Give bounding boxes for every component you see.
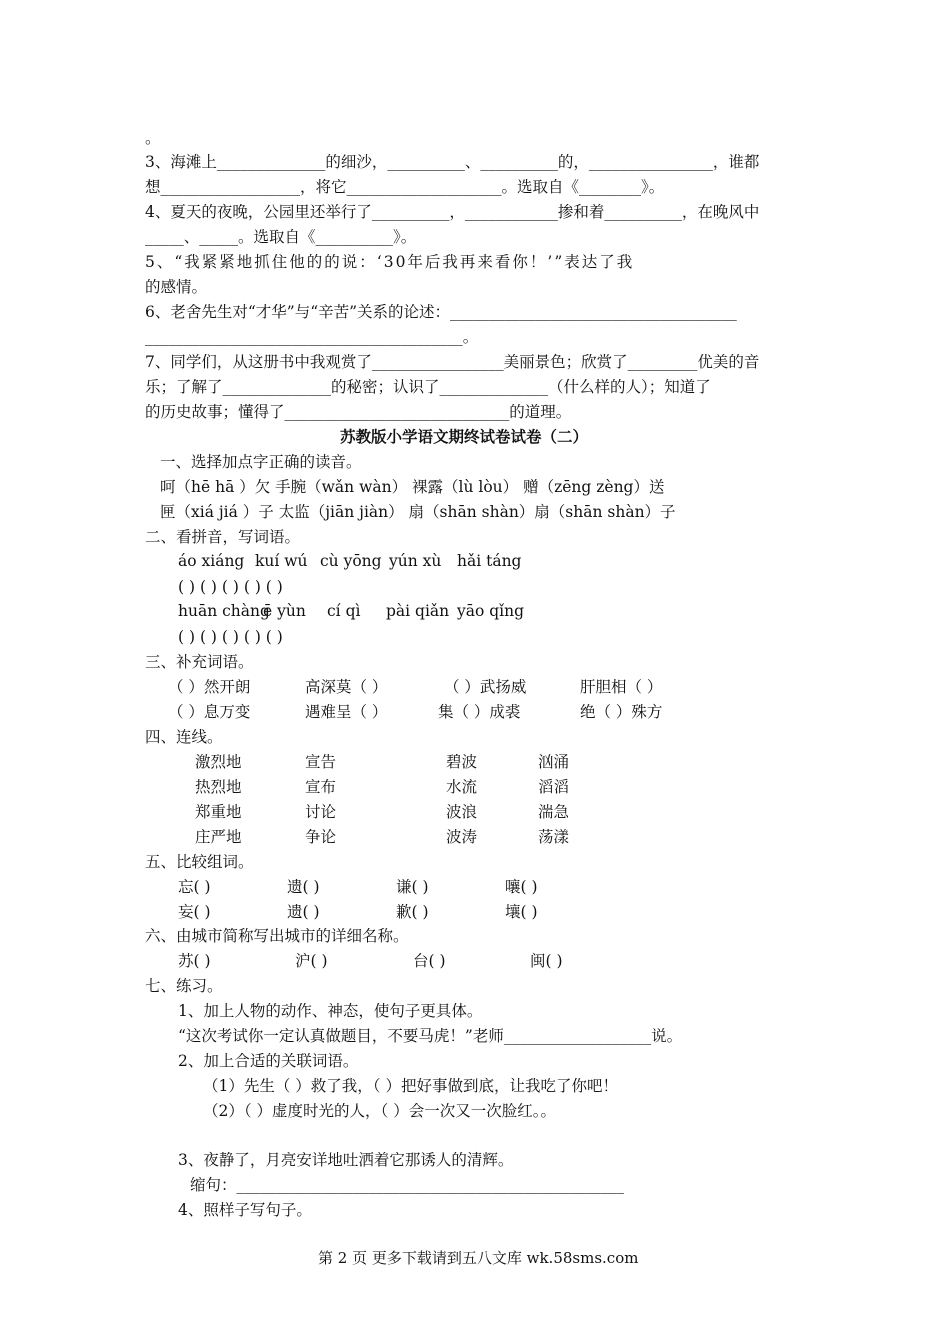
exam-title: 苏教版小学语文期终试卷试卷（二） <box>340 427 589 446</box>
section-1-line2: 匣（xiá jiá ）子 太监（jiān jiàn） 扇（shān shàn）扇（shān shàn）子 <box>160 503 676 521</box>
q4-line1: 4、夏天的夜晚，公园里还举行了__________，____________掺和着__________，在晚风中 <box>145 203 760 221</box>
q7-line2: 乐；了解了______________的秘密；认识了______________（什么样的人）；知道了 <box>145 378 711 396</box>
pinyin-item: ē yùn <box>263 602 306 620</box>
pinyin-item: cù yōng <box>320 552 382 570</box>
pinyin-item: áo xiáng <box>178 552 245 570</box>
q7-line1: 7、同学们，从这册书中我观赏了_________________美丽景色；欣赏了_________优美的音 <box>145 353 760 371</box>
match-word: 湍急 <box>538 803 570 821</box>
compare-item: 歉( ) <box>396 903 429 921</box>
compare-item: 妄( ) <box>178 903 211 921</box>
city-item: 闽( ) <box>530 952 563 970</box>
idiom-item: 肝胆相（ ） <box>580 678 663 696</box>
section-4-heading: 四、连线。 <box>145 728 223 746</box>
exercise-2: 2、加上合适的关联词语。 <box>178 1052 359 1070</box>
match-word: 汹涌 <box>538 753 570 771</box>
section-2-heading: 二、看拼音，写词语。 <box>145 528 301 546</box>
compare-item: 壤( ) <box>505 903 538 921</box>
pinyin-item: kuí wú <box>255 552 308 570</box>
idiom-item: 高深莫（ ） <box>305 678 388 696</box>
q6-line1: 6、老舍先生对“才华”与“辛苦”关系的论述：_____________________________________ <box>145 303 737 321</box>
match-word: 滔滔 <box>538 778 570 796</box>
answer-brackets-row2: ( ) ( ) ( ) ( ) ( ) <box>178 628 283 646</box>
page-footer: 第 2 页 更多下载请到五八文库 wk.58sms.com <box>318 1249 639 1267</box>
pinyin-item: cí qì <box>327 602 361 620</box>
q6-line2: _________________________________________。 <box>145 328 479 346</box>
match-word: 碧波 <box>446 753 478 771</box>
compare-item: 遗( ) <box>287 903 320 921</box>
match-word: 热烈地 <box>195 778 242 796</box>
compare-item: 谦( ) <box>396 878 429 896</box>
match-word: 庄严地 <box>195 828 242 846</box>
idiom-item: 遇难呈（ ） <box>305 703 388 721</box>
q5-line2: 的感情。 <box>145 278 208 296</box>
q5-line1: 5、“我紧紧地抓住他的的说：‘30年后我再来看你！’”表达了我 <box>145 253 635 271</box>
city-item: 苏( ) <box>178 952 211 970</box>
section-1-heading: 一、选择加点字正确的读音。 <box>160 453 362 471</box>
match-word: 波浪 <box>446 803 478 821</box>
q3-line2: 想__________________，将它____________________。选取自《________》。 <box>145 178 665 196</box>
trailing-period: 。 <box>145 129 161 147</box>
pinyin-item: pài qiǎn <box>386 602 450 620</box>
section-1-line1: 呵（hē hā ）欠 手腕（wǎn wàn） 裸露（lù lòu） 赠（zēng zèng）送 <box>160 478 665 496</box>
q4-line2: _____、_____。选取自《__________》。 <box>145 228 417 246</box>
match-word: 激烈地 <box>195 753 242 771</box>
section-7-heading: 七、练习。 <box>145 977 223 995</box>
section-5-heading: 五、比较组词。 <box>145 853 254 871</box>
q7-line3: 的历史故事；懂得了_____________________________的道理。 <box>145 403 572 421</box>
pinyin-item: yāo qǐng <box>457 602 525 620</box>
match-word: 争论 <box>305 828 337 846</box>
exercise-4: 4、照样子写句子。 <box>178 1201 312 1219</box>
match-word: 讨论 <box>305 803 337 821</box>
idiom-item: （ ）然开朗 <box>168 678 251 696</box>
idiom-item: （ ）武扬威 <box>444 678 527 696</box>
exercise-2-item1: （1）先生（ ）救了我，（ ）把好事做到底，让我吃了你吧！ <box>203 1077 618 1095</box>
pinyin-item: huān chàng <box>178 602 270 620</box>
idiom-item: 集（ ）成裘 <box>438 703 521 721</box>
exercise-1-sentence: “这次考试你一定认真做题目，不要马虎！”老师___________________说。 <box>178 1027 683 1045</box>
answer-brackets-row1: ( ) ( ) ( ) ( ) ( ) <box>178 578 283 596</box>
pinyin-item: yún xù <box>389 552 442 570</box>
match-word: 荡漾 <box>538 828 570 846</box>
idiom-item: 绝（ ）殊方 <box>580 703 663 721</box>
match-word: 宣布 <box>305 778 337 796</box>
q3-line1: 3、海滩上______________的细沙，__________、__________的，________________，谁都 <box>145 153 760 171</box>
compare-item: 遗( ) <box>287 878 320 896</box>
compare-item: 嚷( ) <box>505 878 538 896</box>
exercise-1: 1、加上人物的动作、神态，使句子更具体。 <box>178 1002 483 1020</box>
match-word: 郑重地 <box>195 803 242 821</box>
city-item: 台( ) <box>413 952 446 970</box>
compare-item: 忘( ) <box>178 878 211 896</box>
city-item: 沪( ) <box>295 952 328 970</box>
section-3-heading: 三、补充词语。 <box>145 653 254 671</box>
match-word: 波涛 <box>446 828 478 846</box>
section-6-heading: 六、由城市简称写出城市的详细名称。 <box>145 927 409 945</box>
exercise-3-shorten: 缩句：__________________________________________________ <box>190 1176 625 1194</box>
pinyin-item: hǎi táng <box>457 552 522 570</box>
idiom-item: （ ）息万变 <box>168 703 251 721</box>
exercise-2-item2: （2）（ ）虚度时光的人，（ ）会一次又一次脸红。。 <box>203 1102 556 1120</box>
exercise-3: 3、夜静了，月亮安详地吐洒着它那诱人的清辉。 <box>178 1151 514 1169</box>
match-word: 宣告 <box>305 753 337 771</box>
match-word: 水流 <box>446 778 478 796</box>
